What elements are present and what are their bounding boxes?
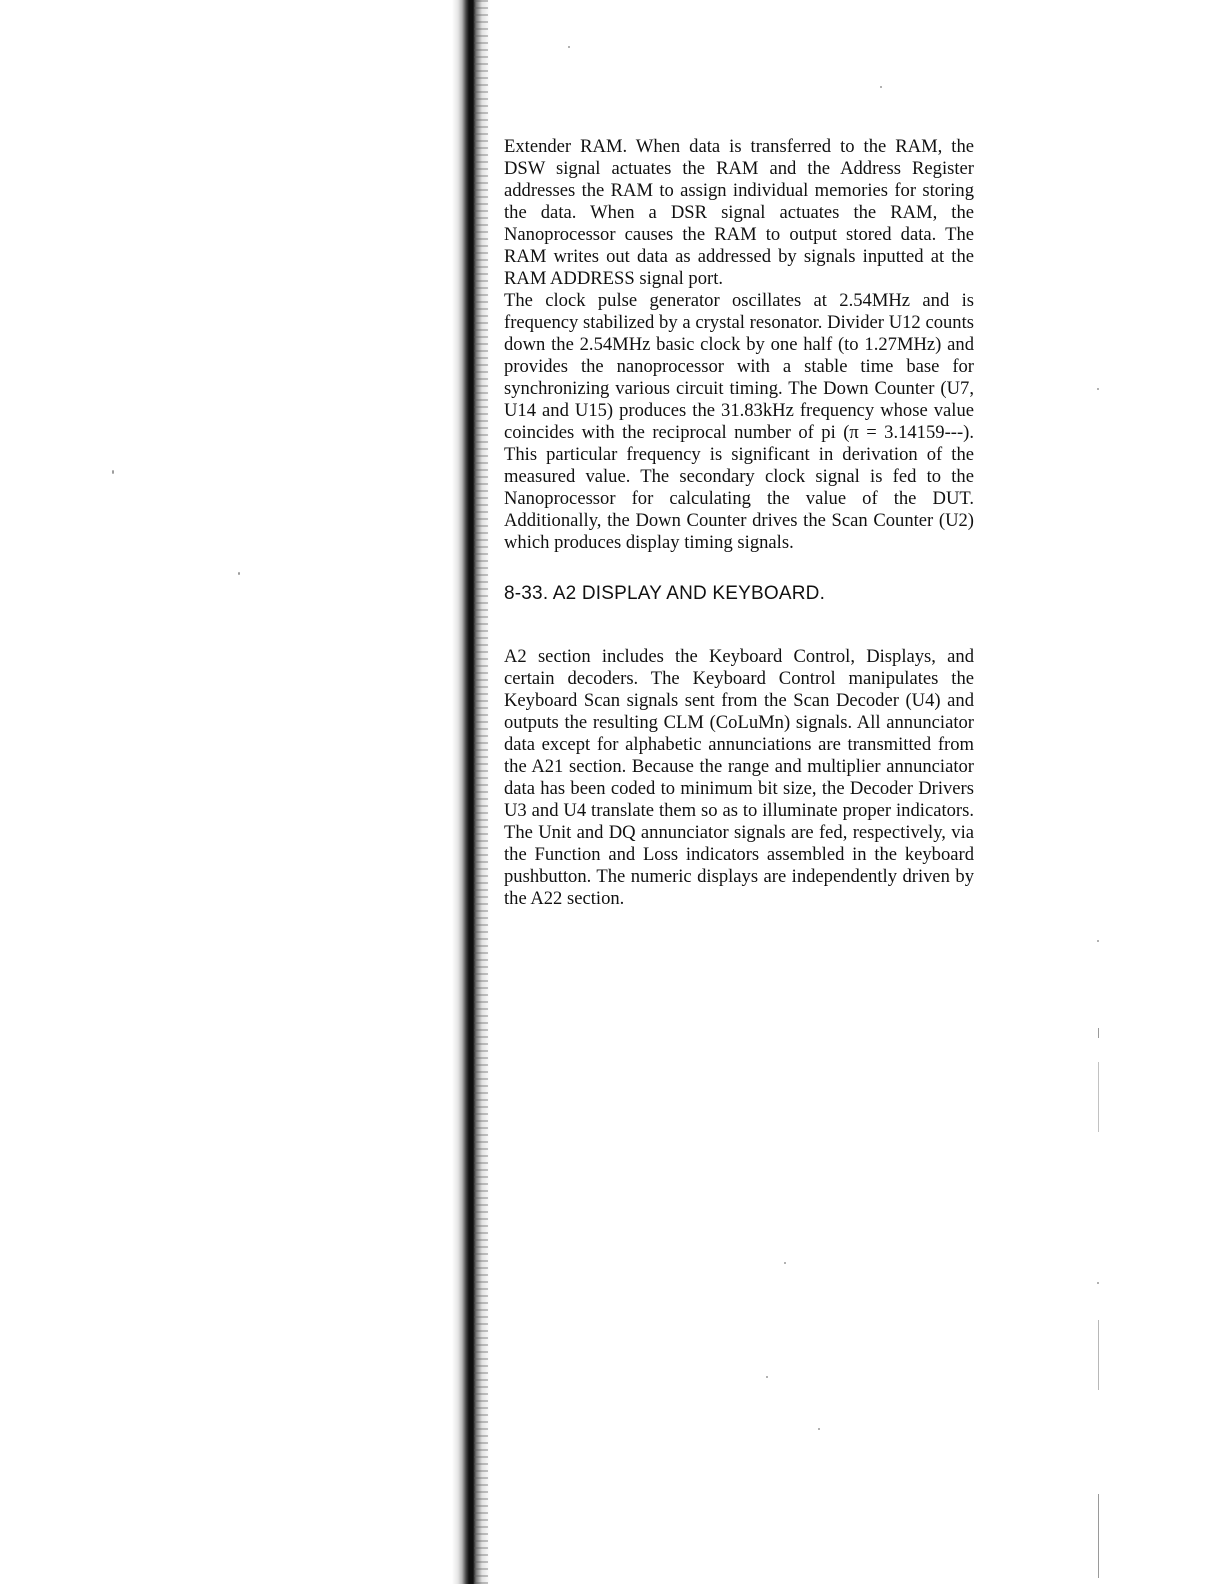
section-heading: 8-33. A2 DISPLAY AND KEYBOARD.	[504, 583, 826, 604]
scan-speck	[818, 1428, 820, 1430]
scan-speck	[1097, 1282, 1099, 1284]
scan-speck	[568, 46, 570, 48]
body-paragraph: The clock pulse generator oscillates at 2.54MHz and is frequency stabilized by a crystal resonator. Divider U12 counts down the 2.54MHz basic clock by one half (to 1.27MHz) and provides the nanoprocessor with a stable time base for synchronizing various circuit timing. The Down Counter (U7, U14 and U15) produces the 31.83kHz frequency whose value coincides with the reciprocal number of pi (π = 3.14159---). This particular frequency is significant in derivation of the measured value. The secondary clock signal is fed to the Nanoprocessor for calculating the value of the DUT. Additionally, the Down Counter drives the Scan Counter (U2) which produces display timing signals.	[504, 290, 974, 553]
scan-speck	[112, 470, 114, 474]
scan-speck	[880, 86, 882, 88]
scan-line	[1098, 1062, 1099, 1132]
text-column	[504, 136, 974, 910]
body-paragraph: A2 section includes the Keyboard Control, Displays, and certain decoders. The Keyboard Control manipulates the Keyboard Scan signals sent from the Scan Decoder (U4) and outputs the resulting CLM (CoLuMn) signals. All annunciator data except for alphabetic annunciations are transmitted from the A21 section. Because the range and multiplier annunciator data has been coded to minimum bit size, the Decoder Drivers U3 and U4 translate them so as to illuminate proper indicators. The Unit and DQ annunciator signals are fed, respectively, via the Function and Loss indicators assembled in the keyboard pushbutton. The numeric displays are independently driven by the A22 section.	[504, 646, 974, 909]
scan-speck	[784, 1262, 786, 1264]
scan-line	[1098, 1028, 1099, 1038]
body-paragraph: Extender RAM. When data is transferred to the RAM, the DSW signal actuates the RAM and the Address Register addresses the RAM to assign individual memories for storing the data. When a DSR signal actuates the RAM, the Nanoprocessor causes the RAM to output stored data. The RAM writes out data as addressed by signals inputted at the RAM ADDRESS signal port.	[504, 136, 974, 289]
binding-speckle	[474, 0, 488, 1584]
scan-speck	[1097, 388, 1099, 390]
scan-line	[1098, 1320, 1099, 1390]
scan-speck	[766, 1376, 768, 1378]
scan-speck	[238, 572, 240, 575]
scan-speck	[1097, 940, 1099, 942]
scan-line	[1098, 1494, 1099, 1578]
